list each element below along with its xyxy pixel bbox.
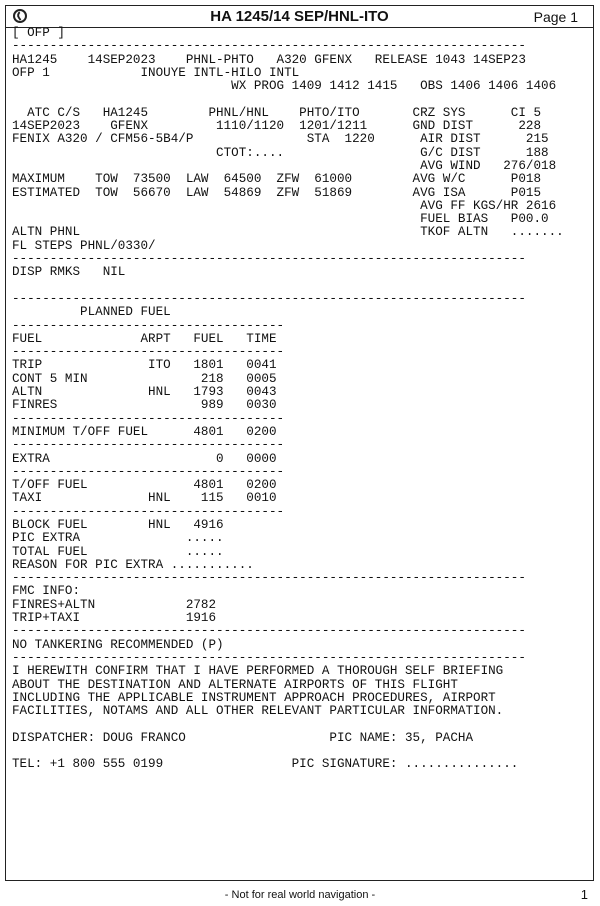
ofp-line: ALTN HNL 1793 0043 <box>12 385 277 400</box>
separator-line: ------------------------------------ <box>12 438 285 453</box>
ofp-line: ABOUT THE DESTINATION AND ALTERNATE AIRPORTS OF THIS FLIGHT <box>12 677 458 692</box>
ofp-line: MAXIMUM TOW 73500 LAW 64500 ZFW 61000 AVG W/C P018 <box>12 172 542 187</box>
ofp-line <box>12 745 564 758</box>
ofp-line: FINRES+ALTN 2782 <box>12 597 217 612</box>
ofp-line: WX PROG 1409 1412 1415 OBS 1406 1406 1406 <box>12 79 557 94</box>
ofp-line: ALTN PHNL TKOF ALTN ....... <box>12 225 564 240</box>
ofp-line: [ OFP ] <box>12 26 65 40</box>
separator-line: ------------------------------------ <box>12 345 285 360</box>
ofp-line: CONT 5 MIN 218 0005 <box>12 371 277 386</box>
ofp-line: TEL: +1 800 555 0199 PIC SIGNATURE: ............... <box>12 757 519 772</box>
ofp-line <box>12 718 564 731</box>
ofp-line: ATC C/S HA1245 PHNL/HNL PHTO/ITO CRZ SYS CI 5 <box>12 105 542 120</box>
footer-page-number: 1 <box>580 887 588 902</box>
ofp-line: CTOT:.... G/C DIST 188 <box>12 145 549 160</box>
ofp-line: HA1245 14SEP2023 PHNL-PHTO A320 GFENX RELEASE 1043 14SEP23 <box>12 52 526 67</box>
separator-line: ------------------------------------ <box>12 411 285 426</box>
page-indicator: Page 1 <box>533 9 578 25</box>
header-bar <box>6 6 593 28</box>
ofp-line: REASON FOR PIC EXTRA ........... <box>12 557 254 572</box>
separator-line: -------------------------------------------------------------------- <box>12 624 526 639</box>
ofp-line: FINRES 989 0030 <box>12 398 277 413</box>
footer-note: - Not for real world navigation - <box>224 889 376 901</box>
ofp-line: INCLUDING THE APPLICABLE INSTRUMENT APPROACH PROCEDURES, AIRPORT <box>12 690 496 705</box>
separator-line: ------------------------------------ <box>12 504 285 519</box>
ofp-line: TRIP+TAXI 1916 <box>12 611 217 626</box>
ofp-line: MINIMUM T/OFF FUEL 4801 0200 <box>12 424 277 439</box>
separator-line: -------------------------------------------------------------------- <box>12 252 526 267</box>
ofp-body-text <box>12 27 564 772</box>
ofp-line <box>12 280 564 293</box>
ofp-line: FACILITIES, NOTAMS AND ALL OTHER RELEVANT PARTICULAR INFORMATION. <box>12 704 504 719</box>
ofp-line: FUEL ARPT FUEL TIME <box>12 331 277 346</box>
ofp-line: TRIP ITO 1801 0041 <box>12 358 277 373</box>
ofp-line: T/OFF FUEL 4801 0200 <box>12 478 277 493</box>
ofp-line: FMC INFO: <box>12 584 81 599</box>
ofp-line: TAXI HNL 115 0010 <box>12 491 277 506</box>
ofp-line: I HEREWITH CONFIRM THAT I HAVE PERFORMED A THOROUGH SELF BRIEFING <box>12 664 504 679</box>
ofp-line: OFP 1 INOUYE INTL-HILO INTL <box>12 65 300 80</box>
separator-line: ------------------------------------ <box>12 464 285 479</box>
ofp-line: AVG WIND 276/018 <box>12 158 557 173</box>
ofp-line: BLOCK FUEL HNL 4916 <box>12 517 224 532</box>
ofp-line: PIC EXTRA ..... <box>12 531 224 546</box>
ofp-line: FL STEPS PHNL/0330/ <box>12 238 156 253</box>
ofp-line: NO TANKERING RECOMMENDED (P) <box>12 637 224 652</box>
separator-line: ------------------------------------ <box>12 318 285 333</box>
ofp-line: EXTRA 0 0000 <box>12 451 277 466</box>
separator-line: -------------------------------------------------------------------- <box>12 291 526 306</box>
ofp-line <box>12 93 564 106</box>
ofp-line: PLANNED FUEL <box>12 305 171 320</box>
ofp-line: FUEL BIAS P00.0 <box>12 212 549 227</box>
page-title: HA 1245/14 SEP/HNL-ITO <box>210 8 389 25</box>
separator-line: -------------------------------------------------------------------- <box>12 39 526 54</box>
ofp-line: DISP RMKS NIL <box>12 265 126 280</box>
ofp-line: TOTAL FUEL ..... <box>12 544 224 559</box>
separator-line: -------------------------------------------------------------------- <box>12 650 526 665</box>
ofp-line: AVG FF KGS/HR 2616 <box>12 198 557 213</box>
ofp-line: FENIX A320 / CFM56-5B4/P STA 1220 AIR DIST 215 <box>12 132 549 147</box>
ofp-line: 14SEP2023 GFENX 1110/1120 1201/1211 GND DIST 228 <box>12 119 542 134</box>
ofp-line: ESTIMATED TOW 56670 LAW 54869 ZFW 51869 AVG ISA P015 <box>12 185 542 200</box>
separator-line: -------------------------------------------------------------------- <box>12 571 526 586</box>
ofp-line: DISPATCHER: DOUG FRANCO PIC NAME: 35, PACHA <box>12 730 474 745</box>
